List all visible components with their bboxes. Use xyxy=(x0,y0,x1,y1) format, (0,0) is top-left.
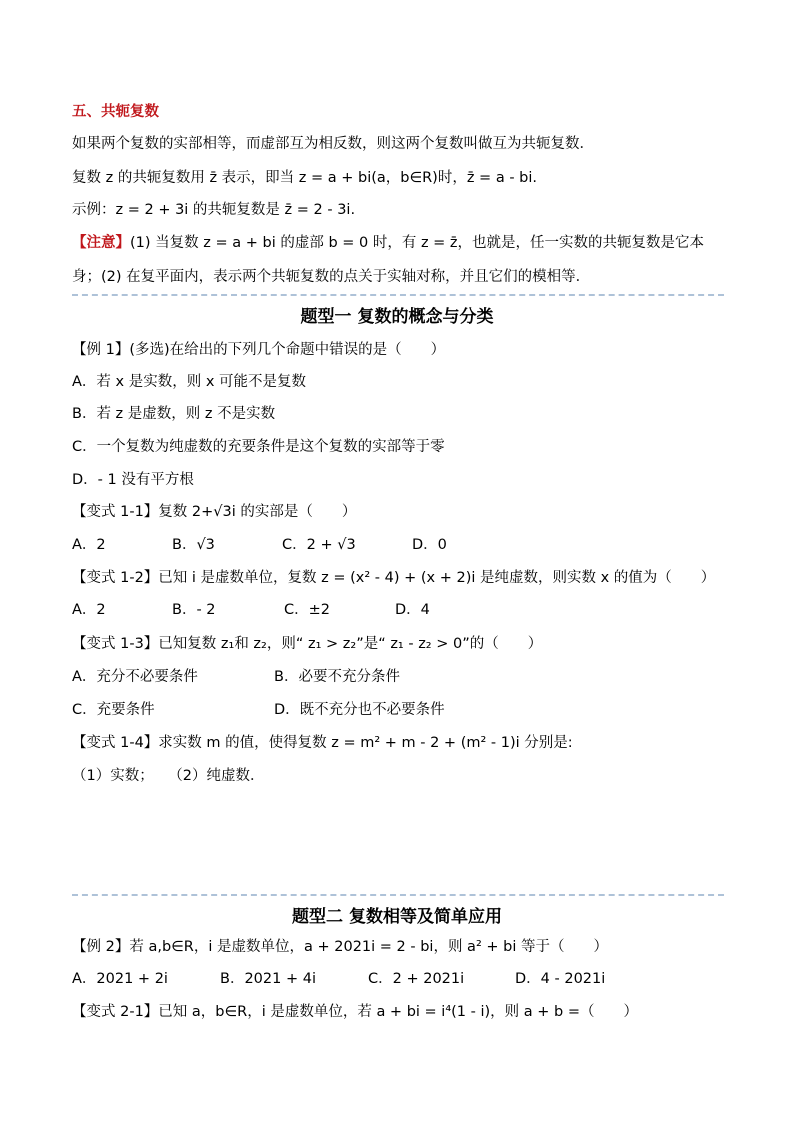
note-label: 【注意】 xyxy=(72,235,130,251)
note-line-2: 身；(2) 在复平面内，表示两个共轭复数的点关于实轴对称，并且它们的模相等． xyxy=(72,269,591,285)
variant-1-2-option-d: D．4 xyxy=(395,602,430,618)
variant-1-4-stem: 【变式 1-4】求实数 m 的值，使得复数 z = m² + m - 2 + (m² - 1)i 分别是: xyxy=(72,735,573,751)
variant-2-1-stem: 【变式 2-1】已知 a，b∈R，i 是虚数单位，若 a + bi = i⁴(1 - i)，则 a + b =（ ） xyxy=(72,1004,638,1020)
variant-1-3-option-a: A．充分不必要条件 xyxy=(72,669,198,685)
variant-1-1-option-b: B．√3 xyxy=(172,537,215,553)
example-1-option-b: B．若 z 是虚数，则 z 不是实数 xyxy=(72,406,276,422)
example-text: 示例：z = 2 + 3i 的共轭复数是 z̄ = 2 - 3i. xyxy=(72,202,356,218)
variant-1-1-stem: 【变式 1-1】复数 2+√3i 的实部是（ ） xyxy=(72,504,357,520)
divider xyxy=(72,294,724,296)
variant-1-2-option-a: A．2 xyxy=(72,602,106,618)
variant-1-1-option-d: D．0 xyxy=(412,537,447,553)
example-2-option-b: B．2021 + 4i xyxy=(220,971,316,987)
type1-title: 题型一 复数的概念与分类 xyxy=(300,307,494,327)
note-line-1 xyxy=(72,233,704,253)
example-1-option-d: D．- 1 没有平方根 xyxy=(72,472,194,488)
variant-1-3-option-c: C．充要条件 xyxy=(72,702,155,718)
example-2-option-c: C．2 + 2021i xyxy=(368,971,465,987)
variant-1-2-option-b: B．- 2 xyxy=(172,602,216,618)
variant-1-2-option-c: C．±2 xyxy=(284,602,330,618)
variant-1-1-option-a: A．2 xyxy=(72,537,106,553)
example-2-option-d: D．4 - 2021i xyxy=(515,971,606,987)
example-1-option-c: C．一个复数为纯虚数的充要条件是这个复数的实部等于零 xyxy=(72,439,445,455)
note-text-1: (1) 当复数 z = a + bi 的虚部 b = 0 时，有 z = z̄，也就是，任一实数的共轭复数是它本 xyxy=(130,235,705,251)
definition-text: 如果两个复数的实部相等，而虚部互为相反数，则这两个复数叫做互为共轭复数． xyxy=(72,136,594,152)
divider xyxy=(72,894,724,896)
section-heading: 五、共轭复数 xyxy=(72,104,159,120)
notation-text: 复数 z 的共轭复数用 z̄ 表示，即当 z = a + bi(a，b∈R)时，z̄ = a - bi. xyxy=(72,170,537,186)
variant-1-2-stem: 【变式 1-2】已知 i 是虚数单位，复数 z = (x² - 4) + (x + 2)i 是纯虚数，则实数 x 的值为（ ） xyxy=(72,570,716,586)
variant-1-4-parts: （1）实数； （2）纯虚数． xyxy=(72,768,265,784)
variant-1-3-option-b: B．必要不充分条件 xyxy=(274,669,400,685)
variant-1-1-option-c: C．2 + √3 xyxy=(282,537,356,553)
variant-1-3-option-d: D．既不充分也不必要条件 xyxy=(274,702,445,718)
type2-title: 题型二 复数相等及简单应用 xyxy=(292,907,502,927)
example-1-stem: 【例 1】(多选)在给出的下列几个命题中错误的是（ ） xyxy=(72,342,446,358)
variant-1-3-stem: 【变式 1-3】已知复数 z₁和 z₂，则“ z₁ > z₂”是“ z₁ - z₂ > 0”的（ ） xyxy=(72,636,543,652)
example-1-option-a: A．若 x 是实数，则 x 可能不是复数 xyxy=(72,374,307,390)
example-2-option-a: A．2021 + 2i xyxy=(72,971,168,987)
example-2-stem: 【例 2】若 a,b∈R，i 是虚数单位，a + 2021i = 2 - bi，则 a² + bi 等于（ ） xyxy=(72,939,608,955)
